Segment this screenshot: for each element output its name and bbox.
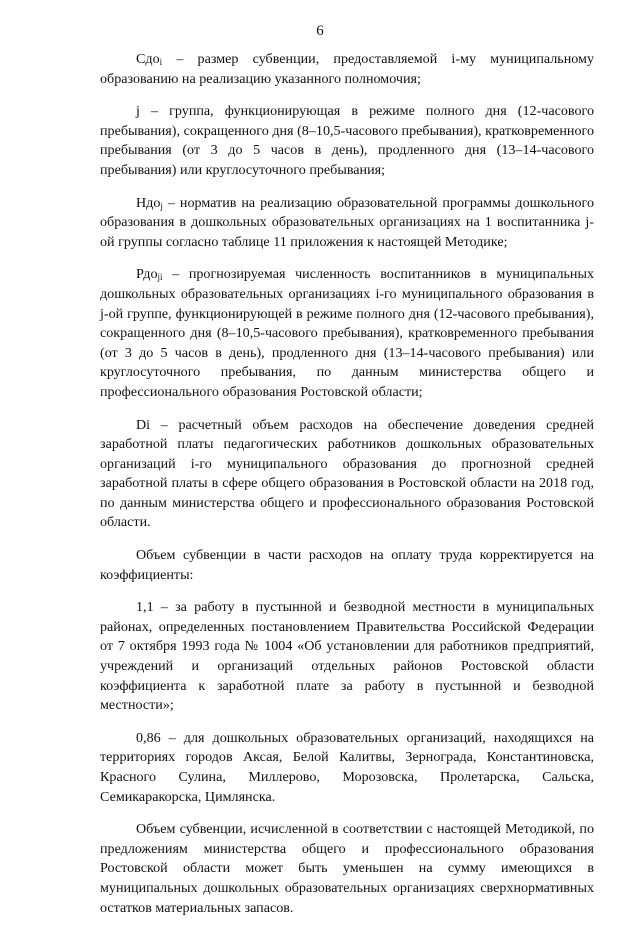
document-body: [100, 50, 594, 931]
symbol-rdo: Рдо: [136, 266, 158, 283]
definition-sdo-text: – размер субвенции, предоставляемой i-му муниципальному образованию на реализацию указанного полномочия;: [100, 51, 594, 87]
symbol-ndo: Ндо: [136, 194, 161, 211]
definition-ndo: [100, 194, 594, 253]
subscript-j: j: [160, 200, 163, 211]
definition-rdo-text: – прогнозируемая численность воспитанников в муниципальных дошкольных образовательных организациях i-го муниципального образования в j-ой группе, функционирующей в режиме полного дня (12-часового пребывания), сокращенного дня (8–10,5-часового пребывания), кратковременного пребывания (от 3 до 5 часов в день), продленного дня (13–14-часового пребывания) или круглосуточного пребывания, по данным министерства общего и профессионального образования Ростовской области;: [100, 266, 594, 400]
coefficient-0-86: 0,86 – для дошкольных образовательных организаций, находящихся на территориях городов Аксая, Белой Калитвы, Зернограда, Константиновска, Красного Сулина, Миллерово, Морозовска, Пролетарска, Сальска, Семикаракорска, Цимлянска.: [100, 729, 594, 805]
definition-sdo: [100, 50, 594, 89]
coefficient-1-1: 1,1 – за работу в пустынной и безводной местности в муниципальных районах, определенных постановлением Правительства Российской Федерации от 7 октября 1993 года № 1004 «Об установлении для работников предприятий, учреждений и организаций отдельных районов Ростовской области коэффициента к заработной плате за работу в пустынной и безводной местности»;: [100, 599, 594, 714]
subscript-ji: ji: [157, 272, 163, 283]
definition-di: Di – расчетный объем расходов на обеспечение доведения средней заработной платы педагогических работников дошкольных образовательных организаций i-го муниципального образования до прогнозной средней заработной платы в сфере общего образования в Ростовской области на 2018 год, по данным министерства общего и профессионального образования Ростовской области.: [100, 416, 594, 531]
definition-j: j – группа, функционирующая в режиме полного дня (12-часового пребывания), сокращенного дня (8–10,5-часового пребывания), кратковременного пребывания (от 3 до 5 часов в день), продленного дня (13–14-часового пребывания) или круглосуточного пребывания;: [100, 103, 594, 178]
page-number: 6: [316, 23, 324, 39]
reduction-paragraph: Объем субвенции, исчисленной в соответствии с настоящей Методикой, по предложениям министерства общего и профессионального образования Ростовской области может быть уменьшен на сумму имеющихся в муниципальных дошкольных образовательных организациях сверхнормативных остатков материальных запасов.: [100, 821, 594, 916]
subscript-i: i: [159, 57, 163, 67]
coefficients-intro: Объем субвенции в части расходов на оплату труда корректируется на коэффициенты:: [100, 547, 594, 583]
symbol-sdo: Сдо: [136, 51, 160, 67]
definition-rdo: [100, 265, 594, 402]
definition-ndo-text: – норматив на реализацию образовательной программы дошкольного образования в дошкольных образовательных организациях на 1 воспитанника j-ой группы согласно таблице 11 приложения к настоящей Методике;: [100, 194, 594, 250]
